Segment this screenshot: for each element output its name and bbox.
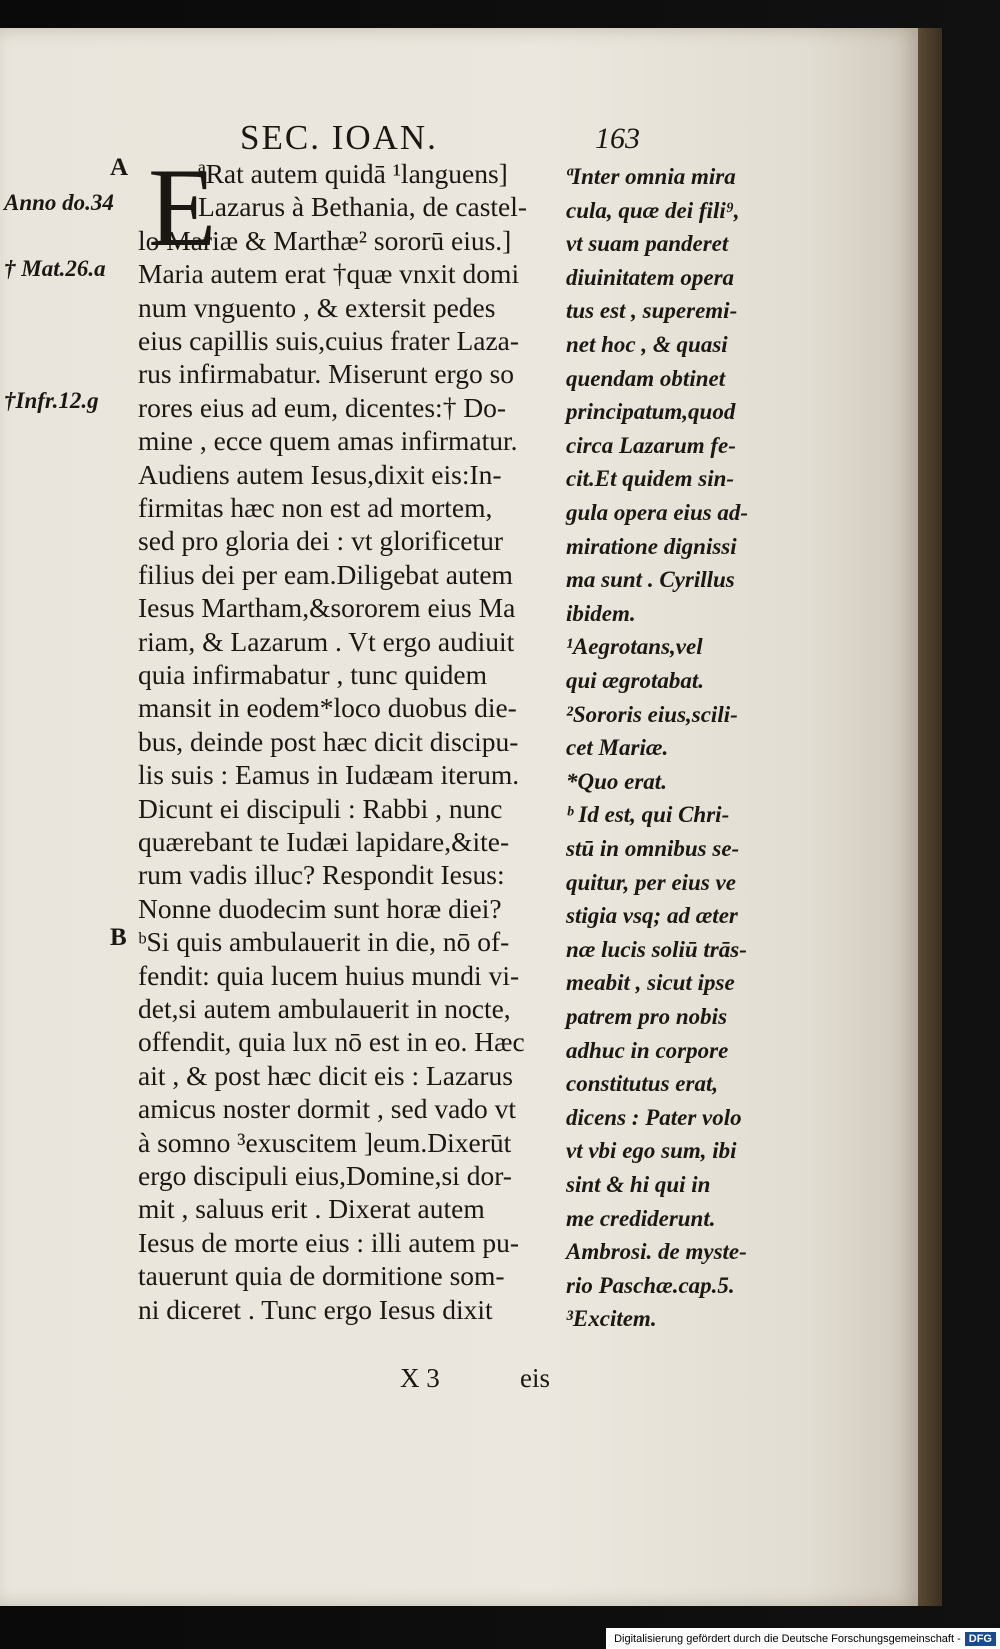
gloss-line: næ lucis soliū trās- [566, 936, 747, 962]
main-text-line: tauerunt quia de dormitione som- [138, 1260, 505, 1292]
margin-note-infra: †Infr.12.g [4, 388, 99, 413]
gloss-line: cet Mariæ. [566, 735, 669, 761]
main-text-line: Lazarus à Bethania, de castel- [198, 191, 528, 223]
margin-note-matthew: † Mat.26.a [4, 256, 106, 281]
gloss-line: sint & hi qui in [566, 1172, 711, 1197]
main-text-line: rores eius ad eum, dicentes:† Do- [138, 391, 507, 423]
gloss-line: patrem pro nobis [566, 1004, 728, 1029]
gloss-line: adhuc in corpore [566, 1037, 729, 1063]
gloss-line: tus est , superemi- [566, 298, 738, 324]
main-text-line: amicus noster dormit , sed vado vt [138, 1093, 517, 1125]
main-text-line: filius dei per eam.Diligebat autem [138, 558, 513, 590]
gloss-line: quendam obtinet [566, 365, 726, 391]
gloss-line: dicens : Pater volo [566, 1104, 742, 1130]
gloss-line: stigia vsq; ad æter [566, 903, 738, 929]
main-text-line: ni diceret . Tunc ergo Iesus dixit [138, 1293, 493, 1325]
main-text-line: quia infirmabatur , tunc quidem [138, 659, 488, 690]
main-text-line: lo Mariæ & Marthæ² sororū eius.] [138, 224, 512, 256]
gloss-line: gula opera eius ad- [566, 500, 749, 525]
dfg-logo: DFG [965, 1632, 996, 1646]
main-text-line: rus infirmabatur. Miserunt ergo so [138, 358, 515, 390]
main-text-line: Iesus de morte eius : illi autem pu- [138, 1226, 520, 1258]
gloss-line: vt vbi ego sum, ibi [566, 1138, 737, 1164]
main-text-line: det,si autem ambulauerit in nocte, [138, 993, 511, 1024]
main-text-line: fendit: quia lucem huius mundi vi- [138, 959, 520, 991]
main-text-line: Iesus Martham,&sororem eius Ma [138, 592, 516, 624]
gloss-line: ᵇ Id est, qui Chri- [566, 802, 730, 828]
gloss-line: principatum,quod [566, 399, 736, 425]
gloss-line: cula, quæ dei fili⁹, [566, 197, 740, 223]
page-number: 163 [595, 122, 640, 155]
gloss-line: vt suam panderet [566, 231, 729, 257]
gloss-line: net hoc , & quasi [566, 332, 728, 357]
gloss-line: ²Sororis eius,scili- [566, 701, 738, 727]
main-text-line: mine , ecce quem amas infirmatur. [138, 425, 518, 457]
gloss-line: stū in omnibus se- [566, 836, 740, 861]
gloss-line: ³Excitem. [566, 1306, 657, 1332]
main-text-line: eius capillis suis,cuius frater Laza- [138, 325, 520, 356]
signature-mark: X 3 [400, 1363, 440, 1393]
gloss-line: cit.Et quidem sin- [566, 466, 735, 492]
main-text-line: ªRat autem quidā ¹languens] [198, 158, 508, 189]
gloss-line: ma sunt . Cyrillus [566, 567, 735, 593]
margin-note-year: Anno do.34 [4, 190, 114, 215]
main-text-line: Dicunt ei discipuli : Rabbi , nunc [138, 792, 503, 824]
margin-letter-b: B [110, 924, 127, 951]
gloss-line: miratione dignissi [566, 533, 737, 559]
main-text-line: à somno ³exuscitem ]eum.Dixerūt [138, 1126, 512, 1158]
gloss-line: circa Lazarum fe- [566, 432, 736, 458]
page-edge [918, 28, 942, 1606]
digitization-credit [606, 1628, 1000, 1649]
gloss-line: quitur, per eius ve [566, 869, 736, 895]
gloss-line: me crediderunt. [566, 1205, 716, 1231]
main-text-line: firmitas hæc non est ad mortem, [138, 492, 493, 523]
main-text-line: rum vadis illuc? Respondit Iesus: [138, 859, 505, 891]
margin-letter-a: A [110, 154, 129, 181]
gloss-line: diuinitatem opera [566, 264, 735, 290]
gloss-line: rio Paschæ.cap.5. [566, 1272, 735, 1298]
gloss-line: Ambrosi. de myste- [566, 1239, 747, 1265]
main-text-line: Audiens autem Iesus,dixit eis:In- [138, 458, 502, 490]
main-text-line: Nonne duodecim sunt horæ diei? [138, 892, 502, 924]
main-text-line: ait , & post hæc dicit eis : Lazarus [138, 1059, 513, 1091]
main-text-line: Maria autem erat †quæ vnxit domi [138, 258, 520, 290]
main-text-line: ᵇSi quis ambulauerit in die, nō of- [138, 926, 510, 958]
gloss-line: qui ægrotabat. [566, 668, 705, 693]
main-text-line: lis suis : Eamus in Iudæam iterum. [138, 759, 520, 791]
drop-cap: E [148, 146, 217, 270]
gloss-line: ibidem. [566, 600, 636, 626]
main-text-line: mansit in eodem*loco duobus die- [138, 692, 517, 724]
gloss-line: ªInter omnia mira [566, 164, 736, 189]
main-text-line: quærebant te Iudæi lapidare,&ite- [138, 826, 510, 857]
main-text-line: offendit, quia lux nō est in eo. Hæc [138, 1026, 525, 1058]
main-text-line: sed pro gloria dei : vt glorificetur [138, 525, 504, 557]
main-text-line: ergo discipuli eius,Domine,si dor- [138, 1160, 512, 1191]
catchword: eis [520, 1363, 550, 1393]
gloss-line: *Quo erat. [566, 768, 667, 794]
main-text-line: bus, deinde post hæc dicit discipu- [138, 725, 519, 757]
gloss-line: meabit , sicut ipse [566, 970, 735, 996]
credit-text: Digitalisierung gefördert durch die Deutsche Forschungsgemeinschaft - [614, 1632, 961, 1645]
main-text-line: mit , saluus erit . Dixerat autem [138, 1193, 485, 1225]
main-text-line: riam, & Lazarum . Vt ergo audiuit [138, 625, 515, 657]
gloss-line: ¹Aegrotans,vel [566, 634, 703, 660]
running-head: SEC. IOAN. [240, 118, 438, 157]
gloss-line: constitutus erat, [566, 1071, 719, 1097]
main-text-line: num vnguento , & extersit pedes [138, 291, 496, 323]
